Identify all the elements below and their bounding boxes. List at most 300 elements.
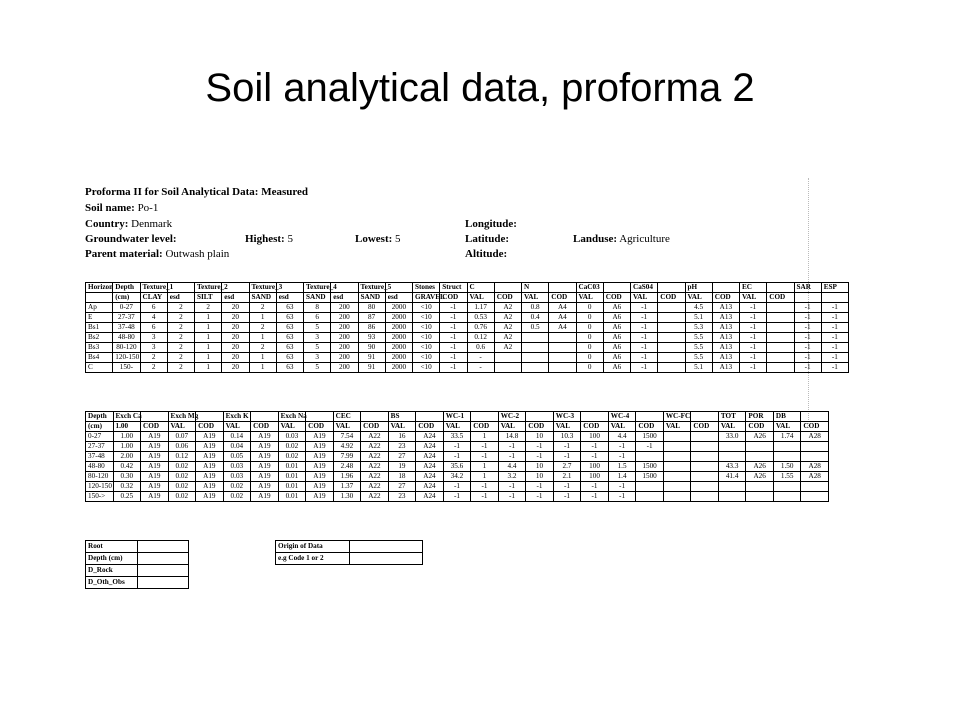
table-cell: 20 [222, 303, 249, 313]
lowest-line: Lowest: 5 [355, 233, 401, 245]
table-cell: COD [306, 422, 334, 432]
table-cell: COD [603, 293, 630, 303]
table-cell: 0.32 [113, 482, 141, 492]
table-cell: A19 [141, 442, 169, 452]
table-cell: -1 [526, 452, 554, 462]
table-row [86, 472, 829, 482]
country-line: Country: Denmark [85, 218, 173, 230]
table-cell: pH [685, 283, 712, 293]
origin-table [275, 540, 423, 565]
table-cell: A19 [251, 432, 279, 442]
table-cell [636, 482, 664, 492]
table-row [86, 363, 849, 373]
table-cell: A22 [361, 482, 389, 492]
table-cell: 0.25 [113, 492, 141, 502]
table-cell: -1 [821, 363, 848, 373]
table-cell: -1 [440, 303, 467, 313]
table-cell [658, 363, 685, 373]
table-cell: -1 [443, 492, 471, 502]
table-cell [801, 442, 829, 452]
table-row [86, 432, 829, 442]
table-cell: A24 [416, 482, 444, 492]
table-cell: COD [526, 422, 554, 432]
table-cell: 1 [195, 343, 222, 353]
table-cell: Texture_2 [195, 283, 222, 293]
table-cell: 80 [358, 303, 385, 313]
table-cell [663, 452, 691, 462]
table-cell: -1 [740, 333, 767, 343]
table-cell: 1500 [636, 432, 664, 442]
form-header [85, 186, 845, 266]
table-cell: 0.5 [522, 323, 549, 333]
table-cell: 63 [276, 313, 303, 323]
table-cell: SILT [195, 293, 222, 303]
soil-name-line: Soil name: Po-1 [85, 202, 159, 214]
table-cell: 19 [388, 462, 416, 472]
table-cell: Exch K [223, 412, 251, 422]
table-cell: 1500 [636, 472, 664, 482]
table-cell [658, 303, 685, 313]
table-cell: <10 [413, 303, 440, 313]
table-cell: 14.8 [498, 432, 526, 442]
table-cell: 0.02 [168, 482, 196, 492]
table-row [86, 333, 849, 343]
table-cell: A4 [549, 323, 576, 333]
table-cell: Texture_5 [358, 283, 385, 293]
table-cell [691, 432, 719, 442]
table-cell: COD [746, 422, 774, 432]
table-cell: A24 [416, 492, 444, 502]
table-cell: 20 [222, 363, 249, 373]
altitude-line: Altitude: [465, 248, 508, 260]
table-cell: CEC [333, 412, 361, 422]
table-cell [549, 363, 576, 373]
table-cell: COD [471, 422, 499, 432]
table-cell: 3 [140, 343, 167, 353]
table-cell: D_Rock [86, 565, 138, 577]
table-cell: 43.3 [718, 462, 746, 472]
table-cell: 27 [388, 452, 416, 462]
parent-material-line: Parent material: Outwash plain [85, 248, 230, 260]
table-cell: 0-27 [113, 303, 140, 313]
table-cell: 0.03 [223, 462, 251, 472]
table-cell: -1 [498, 482, 526, 492]
table-cell: A22 [361, 432, 389, 442]
table-cell: 0.03 [223, 472, 251, 482]
table-cell [821, 293, 848, 303]
table-cell: 1 [195, 353, 222, 363]
table-cell: A22 [361, 452, 389, 462]
table-cell: 1 [195, 323, 222, 333]
slide-title: Soil analytical data, proforma 2 [205, 66, 755, 110]
table-cell: (cm) [86, 422, 114, 432]
table-cell: A19 [196, 492, 224, 502]
table-cell: A19 [141, 432, 169, 442]
table-cell: 0.6 [467, 343, 494, 353]
table-cell: 34.2 [443, 472, 471, 482]
table-cell: 4 [140, 313, 167, 323]
table-cell [137, 577, 189, 589]
table-cell: 1.5 [608, 462, 636, 472]
table-cell: 0 [576, 303, 603, 313]
table-cell: 63 [276, 333, 303, 343]
table-cell: 33.0 [718, 432, 746, 442]
table-cell: Depth [113, 283, 140, 293]
table-cell: A22 [361, 462, 389, 472]
table-cell [773, 482, 801, 492]
table-cell: COD [691, 422, 719, 432]
table-cell: COD [196, 422, 224, 432]
table-cell: 20 [222, 333, 249, 343]
table-cell: Texture_1 [140, 283, 167, 293]
table-cell: Bs4 [86, 353, 113, 363]
table-cell [801, 492, 829, 502]
table-row [86, 313, 849, 323]
table-cell: <10 [413, 333, 440, 343]
table-cell [361, 412, 389, 422]
table-cell: 1 [471, 432, 499, 442]
table-cell: Texture_3 [249, 283, 276, 293]
table-cell: -1 [821, 303, 848, 313]
table-cell: COD [636, 422, 664, 432]
table-cell [801, 412, 829, 422]
table-cell: -1 [821, 333, 848, 343]
table-cell [691, 452, 719, 462]
table-cell: A22 [361, 492, 389, 502]
table-cell: Stones [413, 283, 440, 293]
table-cell: VAL [553, 422, 581, 432]
table-cell: 2 [249, 303, 276, 313]
table-cell: A19 [141, 482, 169, 492]
table-cell: 23 [388, 492, 416, 502]
table-cell: 0.76 [467, 323, 494, 333]
table-cell: A19 [306, 472, 334, 482]
table-cell: 2000 [385, 343, 412, 353]
landuse-line: Landuse: Agriculture [573, 233, 670, 245]
table-cell [658, 313, 685, 323]
table-cell [691, 472, 719, 482]
table-cell: A26 [746, 432, 774, 442]
table-cell: 80-120 [86, 472, 114, 482]
table-cell: esd [385, 293, 412, 303]
table-cell [658, 323, 685, 333]
table-cell [603, 283, 630, 293]
table-cell: COD [361, 422, 389, 432]
table-cell [767, 283, 794, 293]
table-cell: COD [767, 293, 794, 303]
table-cell: GRAVEL [413, 293, 440, 303]
table-cell: D_Oth_Obs [86, 577, 138, 589]
table-cell: 1.00 [113, 432, 141, 442]
parent-material-value: Outwash plain [165, 248, 230, 260]
table-cell [712, 283, 739, 293]
table-cell: SAND [249, 293, 276, 303]
table-cell: esd [167, 293, 194, 303]
table-cell: COD [416, 422, 444, 432]
table-cell: A19 [306, 432, 334, 442]
highest-value: 5 [287, 233, 293, 245]
table-cell: -1 [821, 343, 848, 353]
table-row [86, 343, 849, 353]
table-cell: 2 [167, 343, 194, 353]
table-cell [494, 363, 521, 373]
table-cell [522, 333, 549, 343]
table-cell: esd [331, 293, 358, 303]
table-cell: VAL [576, 293, 603, 303]
table-cell: 2 [140, 353, 167, 363]
table-cell: 5 [304, 323, 331, 333]
table-cell: A19 [196, 482, 224, 492]
table-cell [658, 333, 685, 343]
table-cell: 1 [249, 353, 276, 363]
table-cell: 1.4 [608, 472, 636, 482]
table-cell: -1 [553, 482, 581, 492]
table-cell: 20 [222, 353, 249, 363]
table-cell: TOT [718, 412, 746, 422]
table-cell: 93 [358, 333, 385, 343]
proforma-scan [85, 186, 845, 586]
table-cell: -1 [631, 333, 658, 343]
table-cell: Bs2 [86, 333, 113, 343]
table-cell: C [86, 363, 113, 373]
table-cell: -1 [740, 303, 767, 313]
table-row [86, 553, 189, 565]
table-cell: VAL [388, 422, 416, 432]
table-cell: -1 [581, 482, 609, 492]
table-cell [767, 323, 794, 333]
table-cell: A19 [306, 492, 334, 502]
table-cell: CLAY [140, 293, 167, 303]
table-cell: Struct [440, 283, 467, 293]
table-row [86, 482, 829, 492]
table-cell: WC-FC [663, 412, 691, 422]
table-cell: 0.04 [223, 442, 251, 452]
table-cell: -1 [608, 492, 636, 502]
table-cell: 1 [195, 333, 222, 343]
table-cell: A24 [416, 452, 444, 462]
table-cell: (cm) [113, 293, 140, 303]
table-cell: A28 [801, 462, 829, 472]
table-cell: 5.1 [685, 313, 712, 323]
table-cell: CaC03 [576, 283, 603, 293]
table-cell: A4 [549, 313, 576, 323]
table-cell: 0.05 [223, 452, 251, 462]
table-cell: VAL [608, 422, 636, 432]
table-row [86, 452, 829, 462]
table-cell: 23 [388, 442, 416, 452]
table-cell: A19 [196, 472, 224, 482]
table-cell: 10 [526, 462, 554, 472]
table-cell: 4.4 [498, 462, 526, 472]
table-cell [196, 412, 224, 422]
table-cell [663, 442, 691, 452]
table-cell: 1.00 [113, 442, 141, 452]
table-cell: 0.30 [113, 472, 141, 482]
table-cell: A28 [801, 472, 829, 482]
table-cell: 8 [304, 303, 331, 313]
table-cell [416, 412, 444, 422]
table-cell: 2000 [385, 333, 412, 343]
table-cell [636, 412, 664, 422]
table-cell [581, 412, 609, 422]
table-cell [691, 462, 719, 472]
table-cell: VAL [663, 422, 691, 432]
table-cell: A2 [494, 333, 521, 343]
table-cell: 200 [331, 363, 358, 373]
table-cell: 2000 [385, 313, 412, 323]
table-cell [137, 553, 189, 565]
table-cell: E [86, 313, 113, 323]
table-cell: 5.1 [685, 363, 712, 373]
table-row [86, 323, 849, 333]
table-cell: 10.3 [553, 432, 581, 442]
table-cell: -1 [821, 353, 848, 363]
table-cell: -1 [471, 442, 499, 452]
table-cell: 100 [581, 472, 609, 482]
table-cell: SAND [304, 293, 331, 303]
table-cell: A19 [306, 442, 334, 452]
table-cell: 0.01 [278, 482, 306, 492]
table-cell: -1 [526, 492, 554, 502]
table-cell: COD [712, 293, 739, 303]
table-cell: -1 [553, 492, 581, 502]
table-cell: - [467, 353, 494, 363]
table-cell: 27-37 [113, 313, 140, 323]
table-cell: VAL [467, 293, 494, 303]
table-cell: VAL [168, 422, 196, 432]
table-cell: 1.17 [467, 303, 494, 313]
table-cell: A6 [603, 313, 630, 323]
table-cell [349, 541, 423, 553]
table-cell [718, 442, 746, 452]
root-table [85, 540, 189, 589]
table-cell: A24 [416, 472, 444, 482]
table-cell: 5.5 [685, 343, 712, 353]
table-cell: A13 [712, 363, 739, 373]
table-cell: 2 [167, 313, 194, 323]
table-cell: 2.48 [333, 462, 361, 472]
table-cell: 0.14 [223, 432, 251, 442]
table-cell [658, 353, 685, 363]
table-header-row [86, 283, 849, 293]
table-cell [658, 283, 685, 293]
table-cell: 0.02 [223, 492, 251, 502]
table-cell: Exch Ca [113, 412, 141, 422]
table-cell [663, 462, 691, 472]
table-cell: 0 [576, 323, 603, 333]
table-cell [549, 353, 576, 363]
table-cell: -1 [740, 363, 767, 373]
table-cell: -1 [794, 313, 821, 323]
table-cell [86, 293, 113, 303]
table-cell [663, 492, 691, 502]
table-cell [746, 452, 774, 462]
table-cell: VAL [223, 422, 251, 432]
table-cell: 27 [388, 482, 416, 492]
table-row [86, 442, 829, 452]
table-cell: 0 [576, 363, 603, 373]
table-cell: -1 [553, 442, 581, 452]
table-cell [636, 492, 664, 502]
table-cell: 4.5 [685, 303, 712, 313]
table-cell: -1 [498, 492, 526, 502]
table-cell: 0.07 [168, 432, 196, 442]
table-cell: DB [773, 412, 801, 422]
table-cell: 37-48 [113, 323, 140, 333]
table-cell: 0.01 [278, 462, 306, 472]
table-cell: <10 [413, 323, 440, 333]
table-cell [494, 353, 521, 363]
table-cell: A6 [603, 353, 630, 363]
table-cell: 16 [388, 432, 416, 442]
table-cell: VAL [685, 293, 712, 303]
table-cell: -1 [631, 323, 658, 333]
table-cell: A4 [549, 303, 576, 313]
table-cell: 1.00 [113, 422, 141, 432]
table-cell: <10 [413, 363, 440, 373]
table-row [86, 541, 189, 553]
table-cell: WC-4 [608, 412, 636, 422]
table-cell [718, 482, 746, 492]
table-cell: 91 [358, 363, 385, 373]
table-cell: 63 [276, 343, 303, 353]
table-cell [801, 452, 829, 462]
table-cell: A19 [141, 452, 169, 462]
table-cell: A19 [251, 472, 279, 482]
table-cell [636, 452, 664, 462]
table-cell: -1 [821, 323, 848, 333]
table-cell: 0.02 [168, 492, 196, 502]
table-cell: A2 [494, 313, 521, 323]
table-cell [141, 412, 169, 422]
table-row [86, 353, 849, 363]
table-cell: A6 [603, 333, 630, 343]
table-cell: -1 [498, 452, 526, 462]
table-cell: VAL [278, 422, 306, 432]
table-cell: SAND [358, 293, 385, 303]
table-cell: -1 [526, 442, 554, 452]
table-cell: 2000 [385, 323, 412, 333]
table-cell [526, 412, 554, 422]
table-cell: 2 [167, 303, 194, 313]
table-cell: 48-80 [113, 333, 140, 343]
table-cell: A6 [603, 343, 630, 353]
table-cell: A13 [712, 323, 739, 333]
table-cell: A26 [746, 462, 774, 472]
table-cell: - [467, 363, 494, 373]
table-cell: COD [251, 422, 279, 432]
table-row [86, 577, 189, 589]
table-cell: 4.4 [608, 432, 636, 442]
table-cell: A19 [251, 452, 279, 462]
table-cell: A19 [196, 442, 224, 452]
table-cell: 91 [358, 353, 385, 363]
table-cell: 2 [195, 303, 222, 313]
table-cell: 1.74 [773, 432, 801, 442]
table-cell: 1.96 [333, 472, 361, 482]
table-cell: 2 [167, 323, 194, 333]
table-cell: ESP [821, 283, 848, 293]
table-cell: 2000 [385, 363, 412, 373]
table-cell: 20 [222, 323, 249, 333]
table-cell: A24 [416, 462, 444, 472]
table-cell: 86 [358, 323, 385, 333]
table-cell: -1 [794, 363, 821, 373]
table-cell: 0.01 [278, 492, 306, 502]
table-cell: 6 [140, 303, 167, 313]
table-cell: 2 [167, 363, 194, 373]
table-cell: -1 [794, 333, 821, 343]
